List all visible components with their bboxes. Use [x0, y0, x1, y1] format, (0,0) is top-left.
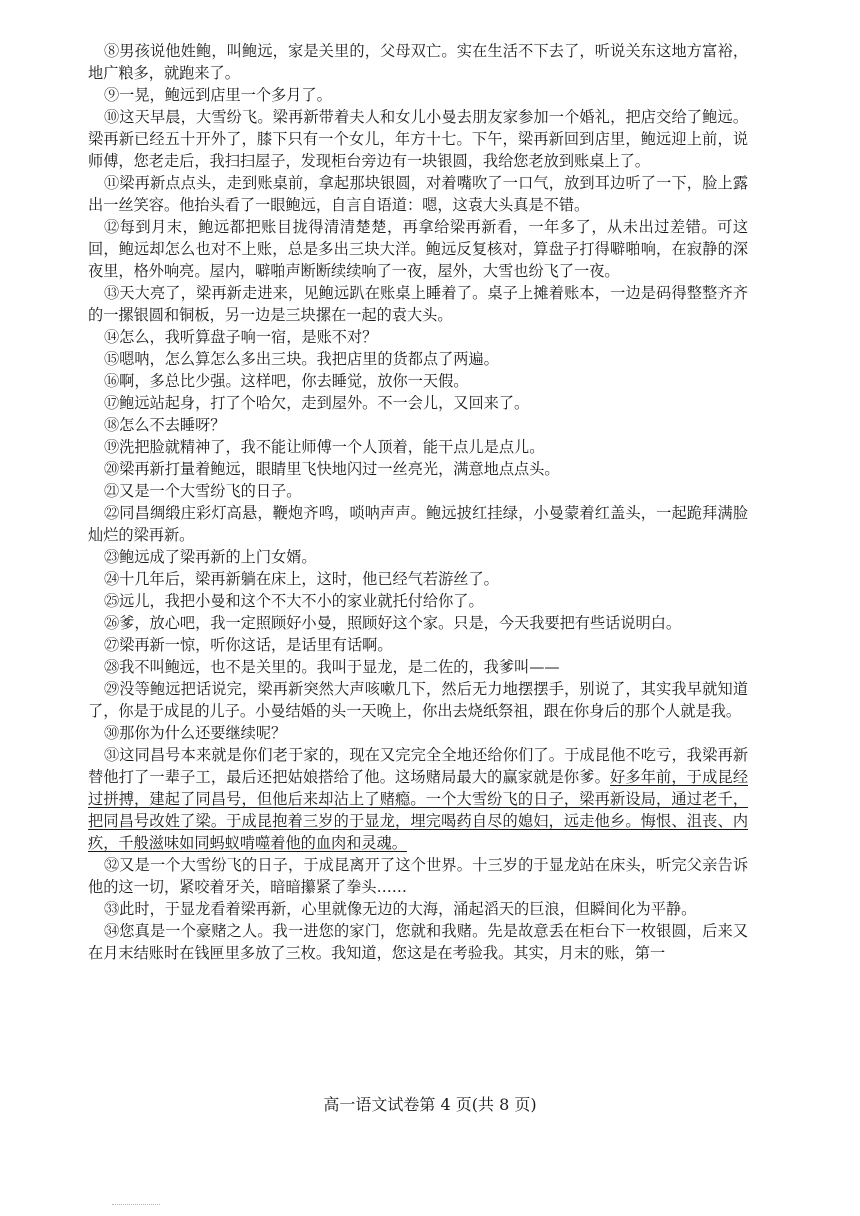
- paragraph-17: ⑰鲍远站起身，打了个哈欠，走到屋外。不一会儿，又回来了。: [103, 394, 530, 412]
- paragraph-27: ㉗梁再新一惊，听你这话，是话里有话啊。: [103, 636, 393, 654]
- scan-mark: [112, 1204, 160, 1205]
- paragraph-15: ⑮嗯呐，怎么算怎么多出三块。我把店里的货都点了两遍。: [103, 350, 499, 368]
- paragraph-22: ㉒同昌绸缎庄彩灯高悬，鞭炮齐鸣，唢呐声声。鲍远披红挂绿，小曼蒙着红盖头，一起跪拜满脸灿烂的梁再新。: [88, 504, 748, 544]
- paragraph-20: ⑳梁再新打量着鲍远，眼睛里飞快地闪过一丝亮光，满意地点点头。: [103, 460, 560, 478]
- paragraph-33: ㉝此时，于显龙看着梁再新，心里就像无边的大海，涌起滔天的巨浪，但瞬间化为平静。: [103, 900, 697, 918]
- paragraph-25: ㉕远儿，我把小曼和这个不大不小的家业就托付给你了。: [103, 592, 484, 610]
- paragraph-31-underlined: 好多年前，于成昆经过拼搏，建起了同昌号，但他后来却沾上了赌瘾。一个大雪纷飞的日子，梁再新设局，通过老千，把同昌号改姓了梁。于成昆抱着三岁的于显龙，埋完喝药自尽的媳妇，远走他乡。悔恨、沮丧、内疚，千般滋味如同蚂蚁啃噬着他的血肉和灵魂。: [88, 768, 749, 852]
- paragraph-18: ⑱怎么不去睡呀？: [103, 416, 226, 434]
- paragraph-14: ⑭怎么，我听算盘子响一宿，是账不对？: [103, 328, 378, 346]
- paragraph-23: ㉓鲍远成了梁再新的上门女婿。: [103, 548, 317, 566]
- paragraph-34: ㉞您真是一个豪赌之人。我一进您的家门，您就和我赌。先是故意丢在柜台下一枚银圆，后来又在月末结账时在钱匣里多放了三枚。我知道，您这是在考验我。其实，月末的账，第一: [88, 922, 748, 962]
- paragraph-21: ㉑又是一个大雪纷飞的日子。: [103, 482, 302, 500]
- paragraph-19: ⑲洗把脸就精神了，我不能让师傅一个人顶着，能干点儿是点儿。: [103, 438, 545, 456]
- paragraph-13: ⑬天大亮了，梁再新走进来，见鲍远趴在账桌上睡着了。桌子上摊着账本，一边是码得整整齐齐的一摞银圆和铜板，另一边是三块摞在一起的袁大头。: [88, 284, 748, 324]
- paragraph-12: ⑫每到月末，鲍远都把账目拢得清清楚楚，再拿给梁再新看，一年多了，从未出过差错。可这回，鲍远却怎么也对不上账，总是多出三块大洋。鲍远反复核对，算盘子打得噼啪响，在寂静的深夜里，格外响亮。屋内，噼啪声断断续续响了一夜，屋外，大雪也纷飞了一夜。: [88, 218, 748, 280]
- paragraph-11: ⑪梁再新点点头，走到账桌前，拿起那块银圆，对着嘴吹了一口气，放到耳边听了一下，脸上露出一丝笑容。他抬头看了一眼鲍远，自言自语道：嗯，这袁大头真是不错。: [88, 174, 748, 214]
- paragraph-31-plain: ㉛这同昌号本来就是你们老于家的，现在又完完全全地还给你们了。于成昆他不吃亏，我梁再新替他打了一辈子工，最后还把姑娘搭给了他。这场赌局最大的赢家就是你爹。: [88, 746, 748, 786]
- paragraph-29: ㉙没等鲍远把话说完，梁再新突然大声咳嗽几下，然后无力地摆摆手，别说了，其实我早就知道了，你是于成昆的儿子。小曼结婚的头一天晚上，你出去烧纸祭祖，跟在你身后的那个人就是我。: [88, 680, 748, 720]
- paragraph-10: ⑩这天早晨，大雪纷飞。梁再新带着夫人和女儿小曼去朋友家参加一个婚礼，把店交给了鲍远。梁再新已经五十开外了，膝下只有一个女儿，年方十七。下午，梁再新回到店里，鲍远迎上前，说师傅，您老走后，我扫扫屋子，发现柜台旁边有一块银圆，我给您老放到账桌上了。: [88, 108, 748, 170]
- paragraph-32: ㉜又是一个大雪纷飞的日子，于成昆离开了这个世界。十三岁的于显龙站在床头，听完父亲告诉他的这一切，紧咬着牙关，暗暗攥紧了拳头……: [88, 856, 748, 896]
- paragraph-8: ⑧男孩说他姓鲍，叫鲍远，家是关里的，父母双亡。实在生活不下去了，听说关东这地方富裕，地广粮多，就跑来了。: [88, 42, 748, 82]
- paragraph-24: ㉔十几年后，梁再新躺在床上，这时，他已经气若游丝了。: [103, 570, 499, 588]
- passage-body: [88, 40, 748, 964]
- paragraph-9: ⑨一晃，鲍远到店里一个多月了。: [103, 86, 332, 104]
- paragraph-16: ⑯啊，多总比少强。这样吧，你去睡觉，放你一天假。: [103, 372, 469, 390]
- paragraph-31: [88, 744, 748, 854]
- paragraph-28: ㉘我不叫鲍远，也不是关里的。我叫于显龙，是二佐的，我爹叫——: [103, 658, 560, 676]
- paragraph-30: ㉚那你为什么还要继续呢？: [103, 724, 287, 742]
- page-footer: 高一语文试卷第 4 页(共 8 页): [323, 1095, 537, 1114]
- paragraph-26: ㉖爹，放心吧，我一定照顾好小曼，照顾好这个家。只是，今天我要把有些话说明白。: [103, 614, 682, 632]
